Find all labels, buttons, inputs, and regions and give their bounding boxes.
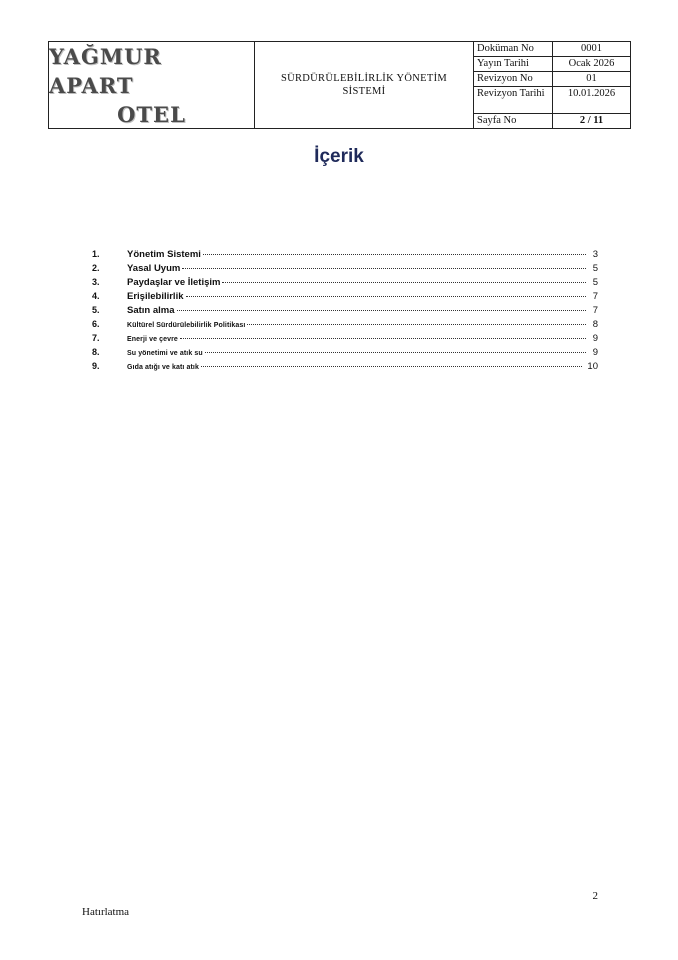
toc-item-title: Yasal Uyum (127, 263, 181, 274)
toc-item-title: Yönetim Sistemi (127, 249, 201, 260)
toc-dot-leader (203, 254, 586, 255)
info-label: Revizyon Tarihi (474, 87, 553, 113)
toc-dot-leader (182, 268, 586, 269)
toc-item-page: 8 (592, 319, 598, 330)
toc-item-page: 7 (592, 291, 598, 302)
toc-item[interactable] (92, 263, 598, 277)
toc-item[interactable] (92, 277, 598, 291)
info-row-revision-no (474, 72, 630, 87)
toc-item-page: 3 (592, 249, 598, 260)
hotel-logo (49, 42, 255, 128)
toc-item-title: Kültürel Sürdürülebilirlik Politikası (127, 322, 246, 329)
table-of-contents (92, 249, 598, 375)
toc-item[interactable] (92, 361, 598, 375)
logo-line-1: YAĞMUR APART (49, 43, 162, 98)
toc-title: İçerik (314, 146, 364, 167)
toc-item-page: 7 (592, 305, 598, 316)
toc-item-number: 6. (92, 319, 100, 329)
page-number: 2 (592, 890, 598, 902)
info-label: Doküman No (474, 42, 553, 56)
toc-item[interactable] (92, 333, 598, 347)
toc-dot-leader (177, 310, 586, 311)
info-row-document-no (474, 42, 630, 57)
info-value: 2 / 11 (579, 115, 604, 126)
toc-item[interactable] (92, 319, 598, 333)
info-row-revision-date (474, 87, 630, 114)
toc-item-page: 9 (592, 347, 598, 358)
info-value: 0001 (581, 43, 602, 54)
system-title: SÜRDÜRÜLEBİLİRLİK YÖNETİM SİSTEMİ (280, 73, 448, 97)
document-info-table (474, 42, 630, 128)
footer-note: Hatırlatma (82, 906, 130, 918)
toc-dot-leader (201, 366, 582, 367)
toc-item[interactable] (92, 347, 598, 361)
toc-dot-leader (222, 282, 586, 283)
info-row-page-no (474, 114, 630, 128)
toc-item-title: Paydaşlar ve İletişim (127, 277, 221, 288)
toc-item-number: 4. (92, 291, 100, 301)
toc-dot-leader (180, 338, 586, 339)
toc-dot-leader (186, 296, 587, 297)
toc-item[interactable] (92, 249, 598, 263)
toc-item-number: 9. (92, 361, 100, 371)
toc-item-page: 5 (592, 277, 598, 288)
info-value: 01 (586, 72, 597, 84)
info-value: 10.01.2026 (567, 87, 616, 99)
toc-item[interactable] (92, 291, 598, 305)
info-value: Ocak 2026 (568, 57, 615, 69)
info-label: Revizyon No (474, 72, 553, 86)
toc-item-number: 1. (92, 249, 100, 259)
toc-item-title: Enerji ve çevre (127, 336, 178, 343)
toc-item-title: Su yönetimi ve atık su (127, 350, 203, 357)
toc-item-page: 9 (592, 333, 598, 344)
toc-item-title: Erişilebilirlik (127, 291, 184, 302)
toc-item-number: 7. (92, 333, 100, 343)
toc-item-page: 5 (592, 263, 598, 274)
toc-item-title: Gıda atığı ve katı atık (127, 364, 199, 371)
toc-item-page: 10 (587, 361, 598, 372)
system-title-cell (255, 42, 474, 128)
toc-item-number: 2. (92, 263, 100, 273)
info-label: Yayın Tarihi (474, 57, 553, 71)
toc-item-number: 3. (92, 277, 100, 287)
toc-dot-leader (247, 324, 586, 325)
toc-dot-leader (205, 352, 586, 353)
toc-item-title: Satın alma (127, 305, 175, 316)
document-header (48, 41, 631, 129)
logo-line-2: OTEL (117, 101, 186, 127)
info-row-publish-date (474, 57, 630, 72)
info-label: Sayfa No (474, 114, 553, 128)
toc-item-number: 5. (92, 305, 100, 315)
toc-item[interactable] (92, 305, 598, 319)
toc-item-number: 8. (92, 347, 100, 357)
